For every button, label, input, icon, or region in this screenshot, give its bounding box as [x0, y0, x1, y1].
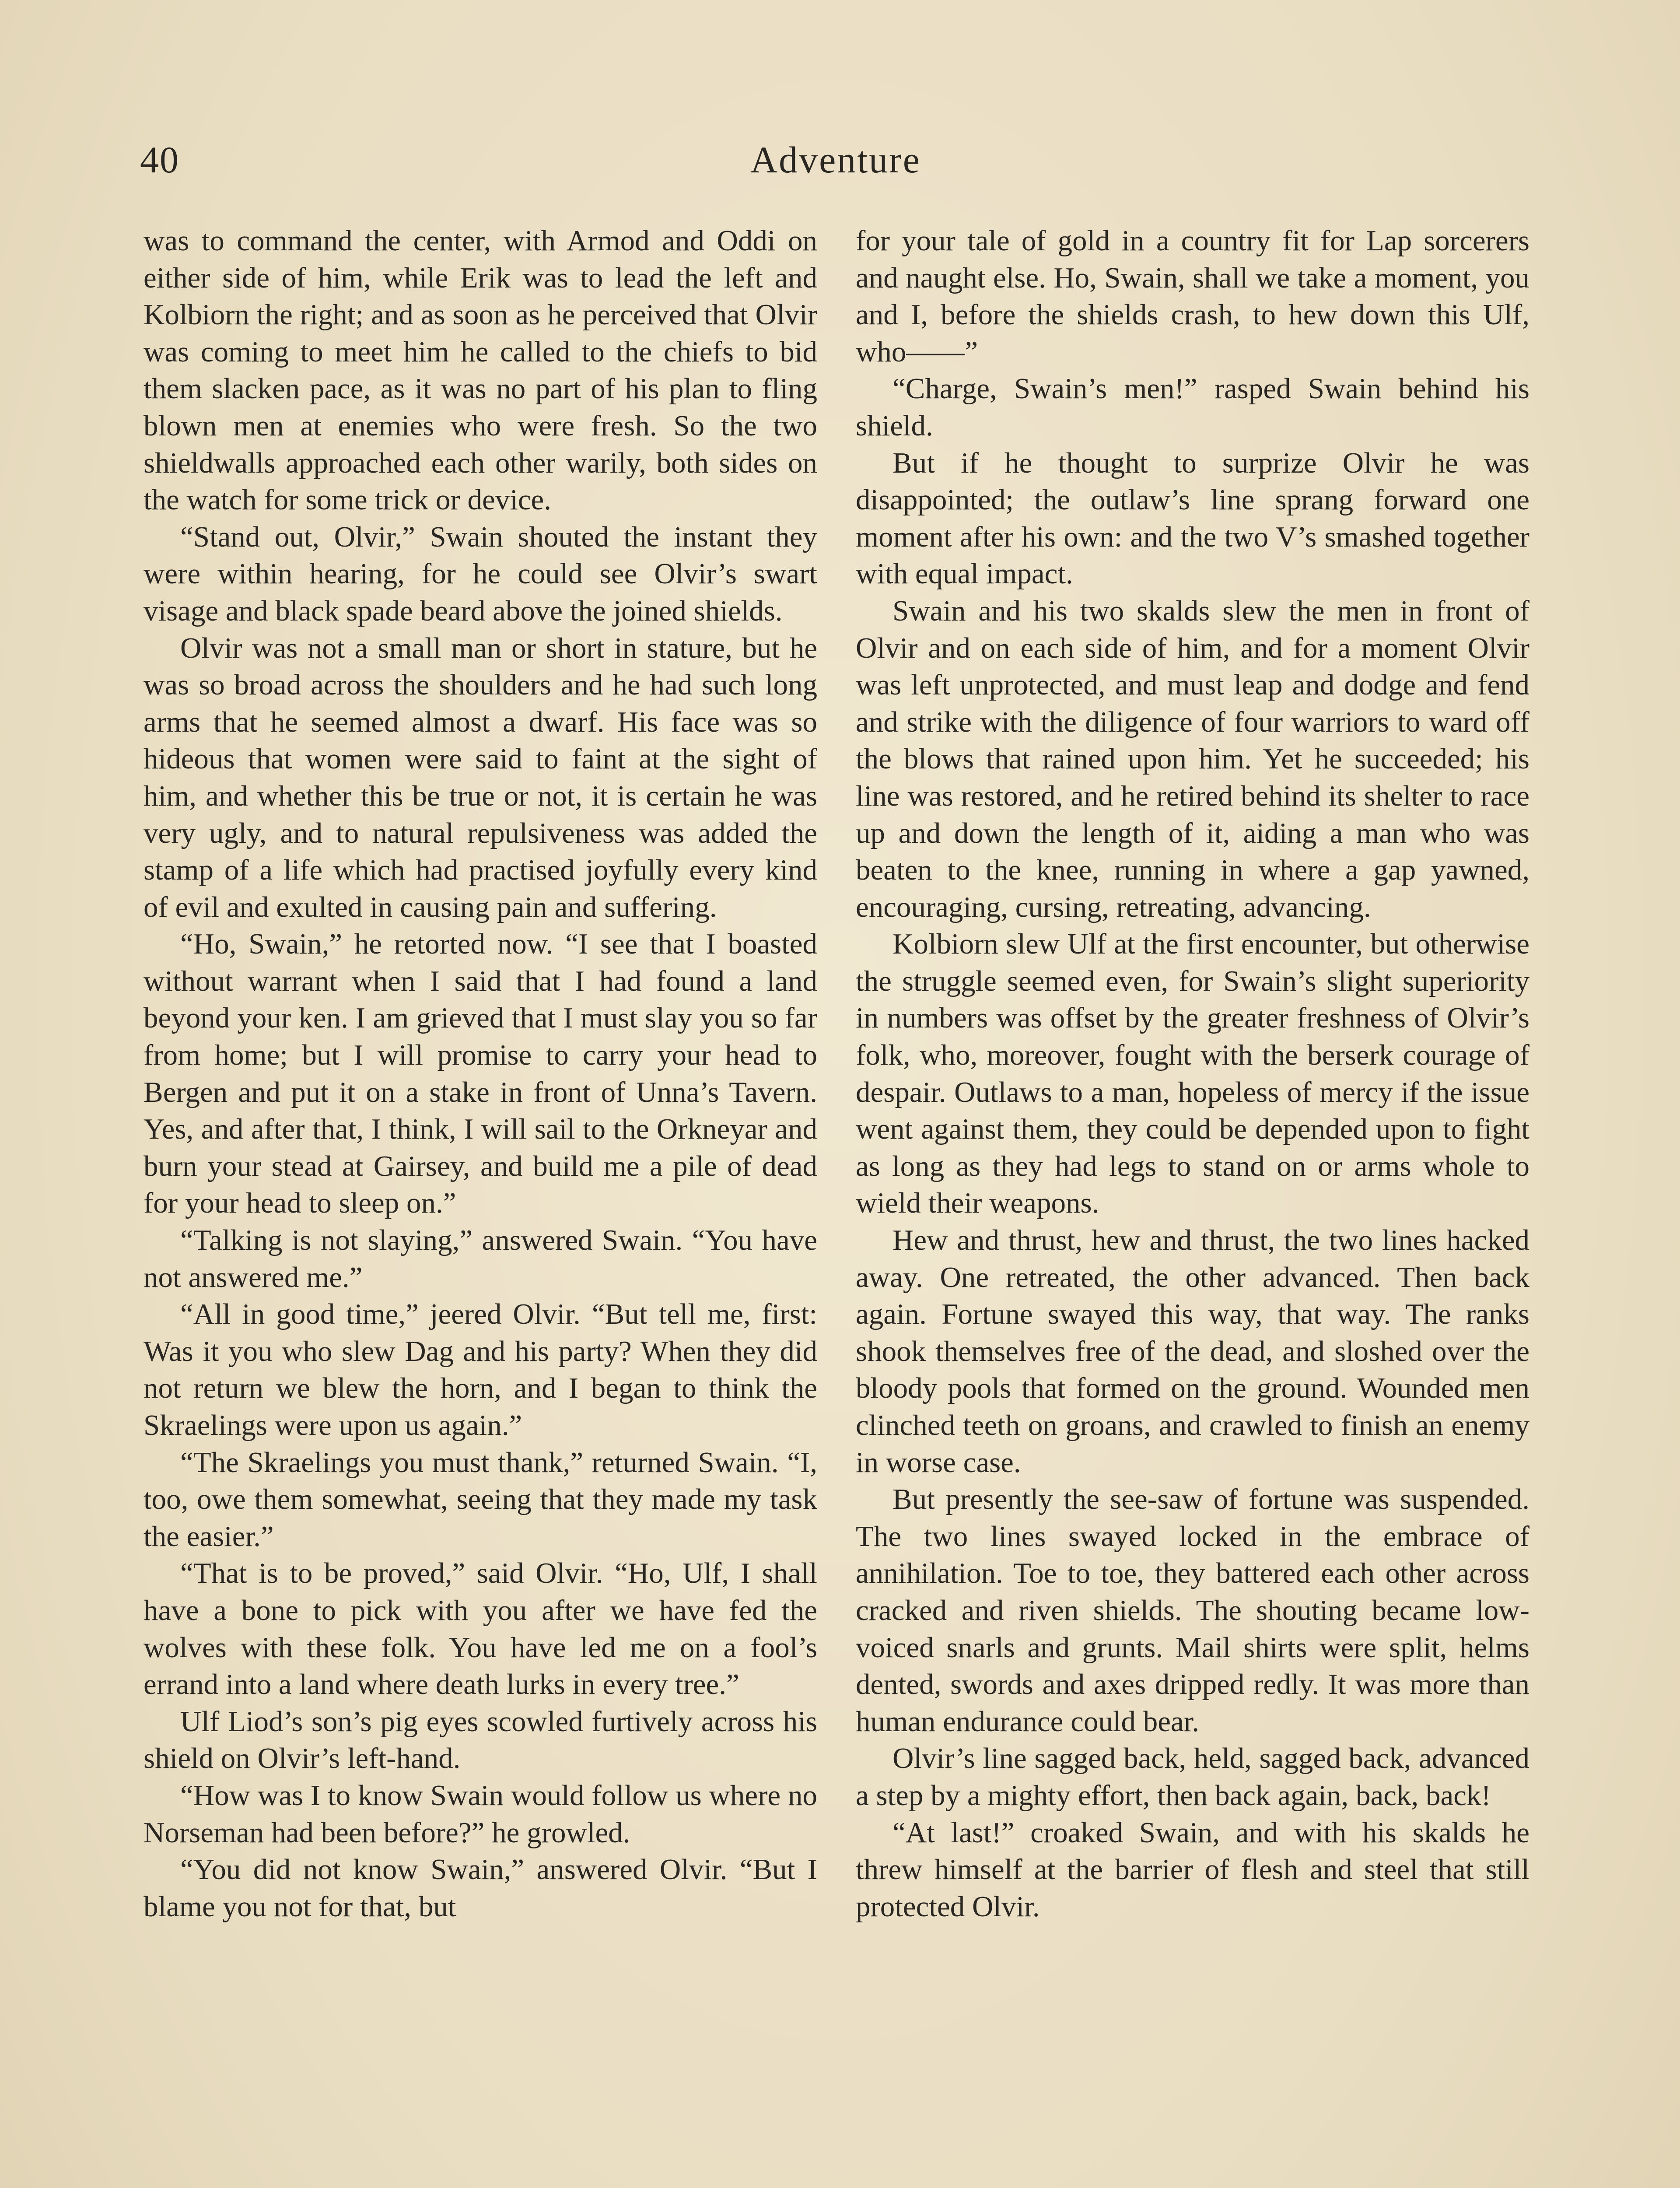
paragraph: “The Skraelings you must thank,” returned Swain. “I, too, owe them somewhat, seeing that they made my task the easier.” [144, 1446, 817, 1553]
right-column [856, 222, 1530, 1925]
paragraph: Kolbiorn slew Ulf at the first encounter, but otherwise the struggle seemed even, for Swain’s slight superiority in numbers was offset by the greater freshness of Olvir’s folk, who, moreover, fought with the berserk courage of despair. Outlaws to a man, hopeless of mercy if the issue went against them, they could be depended upon to fight as long as they had legs to stand on or arms whole to wield their weapons. [856, 928, 1530, 1220]
paragraph: “Ho, Swain,” he retorted now. “I see that I boasted without warrant when I said that I had found a land beyond your ken. I am grieved that I must slay you so far from home; but I will promise to carry your head to Bergen and put it on a stake in front of Unna’s Tavern. Yes, and after that, I think, I will sail to the Orkneyar and burn your stead at Gairsey, and build me a pile of dead for your head to sleep on.” [144, 928, 817, 1220]
paragraph: “You did not know Swain,” answered Olvir. “But I blame you not for that, but [144, 1853, 817, 1923]
paragraph: was to command the center, with Armod and Oddi on either side of him, while Erik was to lead the left and Kolbiorn the right; and as soon as he perceived that Olvir was coming to meet him he called to the chiefs to bid them slacken pace, as it was no part of his plan to fling blown men at enemies who were fresh. So the two shieldwalls approached each other warily, both sides on the watch for some trick or device. [144, 224, 817, 516]
paragraph: Hew and thrust, hew and thrust, the two lines hacked away. One retreated, the other advanced. Then back again. Fortune swayed this way, that way. The ranks shook themselves free of the dead, and sloshed over the bloody pools that formed on the ground. Wounded men clinched teeth on groans, and crawled to finish an enemy in worse case. [856, 1224, 1530, 1479]
paragraph: “Charge, Swain’s men!” rasped Swain behind his shield. [856, 372, 1530, 442]
magazine-title: Adventure [750, 139, 921, 181]
paragraph: “How was I to know Swain would follow us where no Norseman had been before?” he growled. [144, 1779, 817, 1849]
paragraph: “At last!” croaked Swain, and with his skalds he threw himself at the barrier of flesh and steel that still protected Olvir. [856, 1816, 1530, 1923]
left-column [144, 222, 817, 1925]
paragraph: “That is to be proved,” said Olvir. “Ho, Ulf, I shall have a bone to pick with you after we have fed the wolves with these folk. You have led me on a fool’s errand into a land where death lurks in every tree.” [144, 1557, 817, 1701]
paragraph: “Stand out, Olvir,” Swain shouted the instant they were within hearing, for he could see Olvir’s swart visage and black spade beard above the joined shields. [144, 520, 817, 627]
paragraph: But presently the see-saw of fortune was suspended. The two lines swayed locked in the embrace of annihilation. Toe to toe, they battered each other across cracked and riven shields. The shouting became low-voiced snarls and grunts. Mail shirts were split, helms dented, swords and axes dripped redly. It was more than human endurance could bear. [856, 1483, 1530, 1738]
page-number: 40 [140, 139, 179, 181]
paragraph: Ulf Liod’s son’s pig eyes scowled furtively across his shield on Olvir’s left-hand. [144, 1705, 817, 1775]
paragraph: But if he thought to surprize Olvir he was disappointed; the outlaw’s line sprang forward one moment after his own: and the two V’s smashed together with equal impact. [856, 446, 1530, 590]
paragraph: Olvir’s line sagged back, held, sagged back, advanced a step by a mighty effort, then back again, back, back! [856, 1742, 1530, 1812]
paragraph: “Talking is not slaying,” answered Swain. “You have not answered me.” [144, 1224, 817, 1294]
running-head [140, 133, 1531, 186]
paragraph: for your tale of gold in a country fit for Lap sorcerers and naught else. Ho, Swain, shall we take a moment, you and I, before the shields crash, to hew down this Ulf, who——” [856, 224, 1530, 368]
paragraph: Swain and his two skalds slew the men in front of Olvir and on each side of him, and for a moment Olvir was left unprotected, and must leap and dodge and fend and strike with the diligence of four warriors to ward off the blows that rained upon him. Yet he succeeded; his line was restored, and he retired behind its shelter to race up and down the length of it, aiding a man who was beaten to the knee, running in where a gap yawned, encouraging, cursing, retreating, advancing. [856, 594, 1530, 923]
paragraph: Olvir was not a small man or short in stature, but he was so broad across the shoulders and he had such long arms that he seemed almost a dwarf. His face was so hideous that women were said to faint at the sight of him, and whether this be true or not, it is certain he was very ugly, and to natural repulsiveness was added the stamp of a life which had practised joyfully every kind of evil and exulted in causing pain and suffering. [144, 631, 817, 923]
paragraph: “All in good time,” jeered Olvir. “But tell me, first: Was it you who slew Dag and his party? When they did not return we blew the horn, and I began to think the Skraelings were upon us again.” [144, 1298, 817, 1441]
